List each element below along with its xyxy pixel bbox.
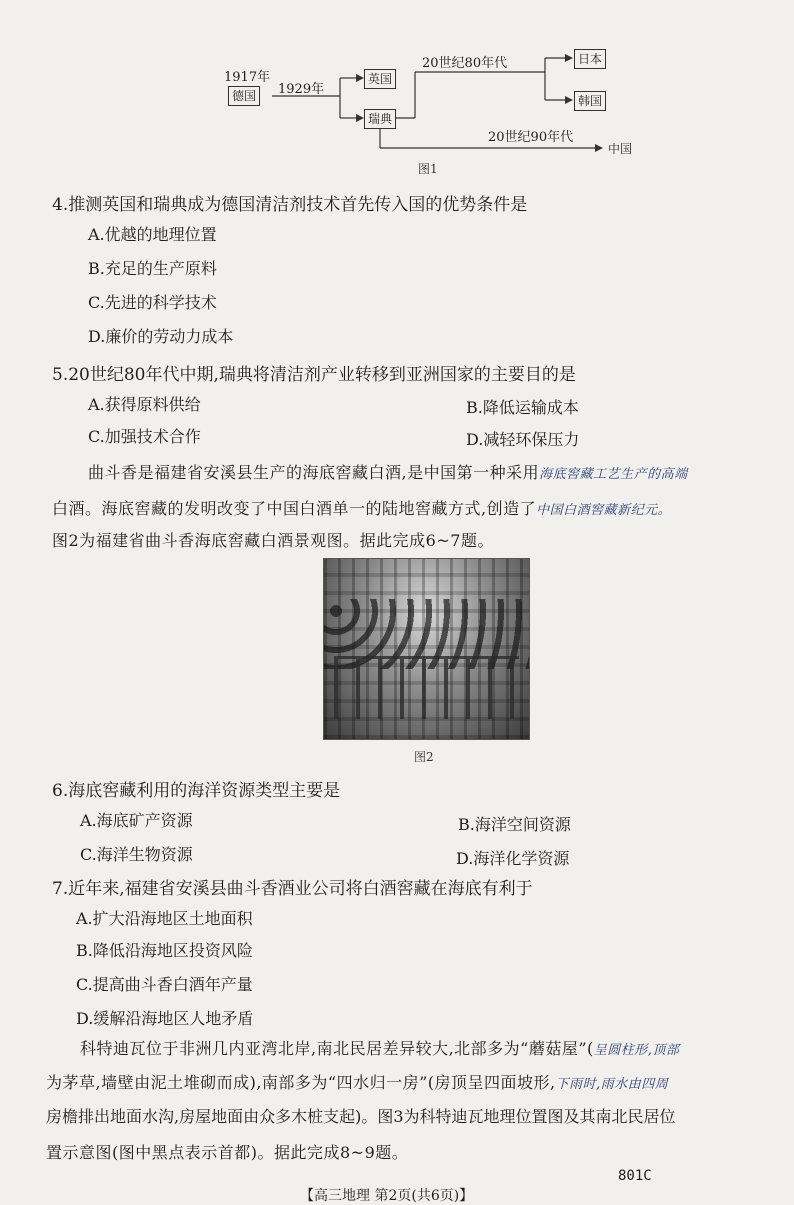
figure-1-caption: 图1 — [418, 162, 438, 176]
label-1980s: 20世纪80年代 — [422, 56, 508, 71]
q5-stem: 5.20世纪80年代中期,瑞典将清洁剂产业转移到亚洲国家的主要目的是 — [52, 365, 576, 385]
q7-option-a: A.扩大沿海地区土地面积 — [76, 909, 253, 928]
box-korea: 韩国 — [574, 91, 606, 111]
passage2-line2-print: 为茅草,墙壁由泥土堆砌而成),南部多为“四水归一房”(房顶呈四面坡形, — [46, 1073, 556, 1092]
box-uk: 英国 — [364, 69, 396, 89]
figure-2-photo — [323, 558, 530, 740]
q7-option-b: B.降低沿海地区投资风险 — [76, 941, 253, 960]
passage2-line1-handwriting: 呈圆柱形,顶部 — [593, 1043, 680, 1058]
figure-1-diagram — [200, 40, 660, 180]
q6-stem: 6.海底窖藏利用的海洋资源类型主要是 — [52, 781, 341, 801]
q4-option-a: A.优越的地理位置 — [88, 225, 217, 244]
passage2-line3: 房檐排出地面水沟,房屋地面由众多木桩支起)。图3为科特迪瓦地理位置图及其南北民居位 — [46, 1107, 676, 1126]
q5-option-a: A.获得原料供给 — [88, 395, 201, 414]
passage2-line2-handwriting: 下雨时,雨水由四周 — [555, 1077, 669, 1092]
box-sweden: 瑞典 — [364, 109, 396, 129]
passage2-line1 — [80, 1036, 679, 1059]
q4-option-c: C.先进的科学技术 — [88, 293, 217, 312]
q4-option-d: D.廉价的劳动力成本 — [88, 327, 234, 346]
passage2-line1-print: 科特迪瓦位于非洲几内亚湾北岸,南北民居差异较大,北部多为“蘑菇屋”( — [80, 1039, 594, 1058]
passage1-line3: 图2为福建省曲斗香海底窖藏白酒景观图。据此完成6~7题。 — [52, 531, 494, 550]
q7-option-d: D.缓解沿海地区人地矛盾 — [76, 1009, 254, 1028]
passage1-line1 — [88, 460, 688, 483]
label-china: 中国 — [608, 142, 633, 156]
passage1-line2-print: 白酒。海底窖藏的发明改变了中国白酒单一的陆地窖藏方式,创造了 — [52, 499, 537, 518]
q5-option-c: C.加强技术合作 — [88, 427, 201, 446]
q5-option-d: D.减轻环保压力 — [466, 430, 580, 449]
q4-option-b: B.充足的生产原料 — [88, 259, 217, 278]
q4-stem: 4.推测英国和瑞典成为德国清洁剂技术首先传入国的优势条件是 — [52, 195, 528, 215]
passage1-line1-handwriting: 海底窖藏工艺生产的高端 — [539, 467, 688, 482]
figure-2-caption: 图2 — [414, 750, 434, 764]
passage1-line1-print: 曲斗香是福建省安溪县生产的海底窖藏白酒,是中国第一种采用 — [88, 463, 540, 482]
q6-option-b: B.海洋空间资源 — [458, 815, 571, 834]
passage1-line2 — [52, 496, 671, 519]
passage2-line2 — [46, 1070, 668, 1093]
label-1990s: 20世纪90年代 — [488, 130, 574, 145]
q7-stem: 7.近年来,福建省安溪县曲斗香酒业公司将白酒窖藏在海底有利于 — [52, 879, 533, 899]
q7-option-c: C.提高曲斗香白酒年产量 — [76, 975, 253, 994]
paper-code: 801C — [618, 1168, 652, 1184]
passage1-line2-handwriting: 中国白酒窖藏新纪元。 — [536, 503, 672, 518]
box-germany: 德国 — [228, 86, 260, 106]
label-1929: 1929年 — [278, 82, 325, 97]
passage2-line4: 置示意图(图中黑点表示首都)。据此完成8~9题。 — [46, 1143, 409, 1162]
label-1917: 1917年 — [224, 70, 271, 85]
q6-option-d: D.海洋化学资源 — [456, 849, 570, 868]
photo-cage-frame — [334, 656, 519, 719]
box-japan: 日本 — [574, 49, 606, 69]
q5-option-b: B.降低运输成本 — [466, 398, 579, 417]
page-footer: 【高三地理 第2页(共6页)】 — [300, 1188, 474, 1204]
q6-option-a: A.海底矿产资源 — [80, 811, 193, 830]
q6-option-c: C.海洋生物资源 — [80, 845, 193, 864]
